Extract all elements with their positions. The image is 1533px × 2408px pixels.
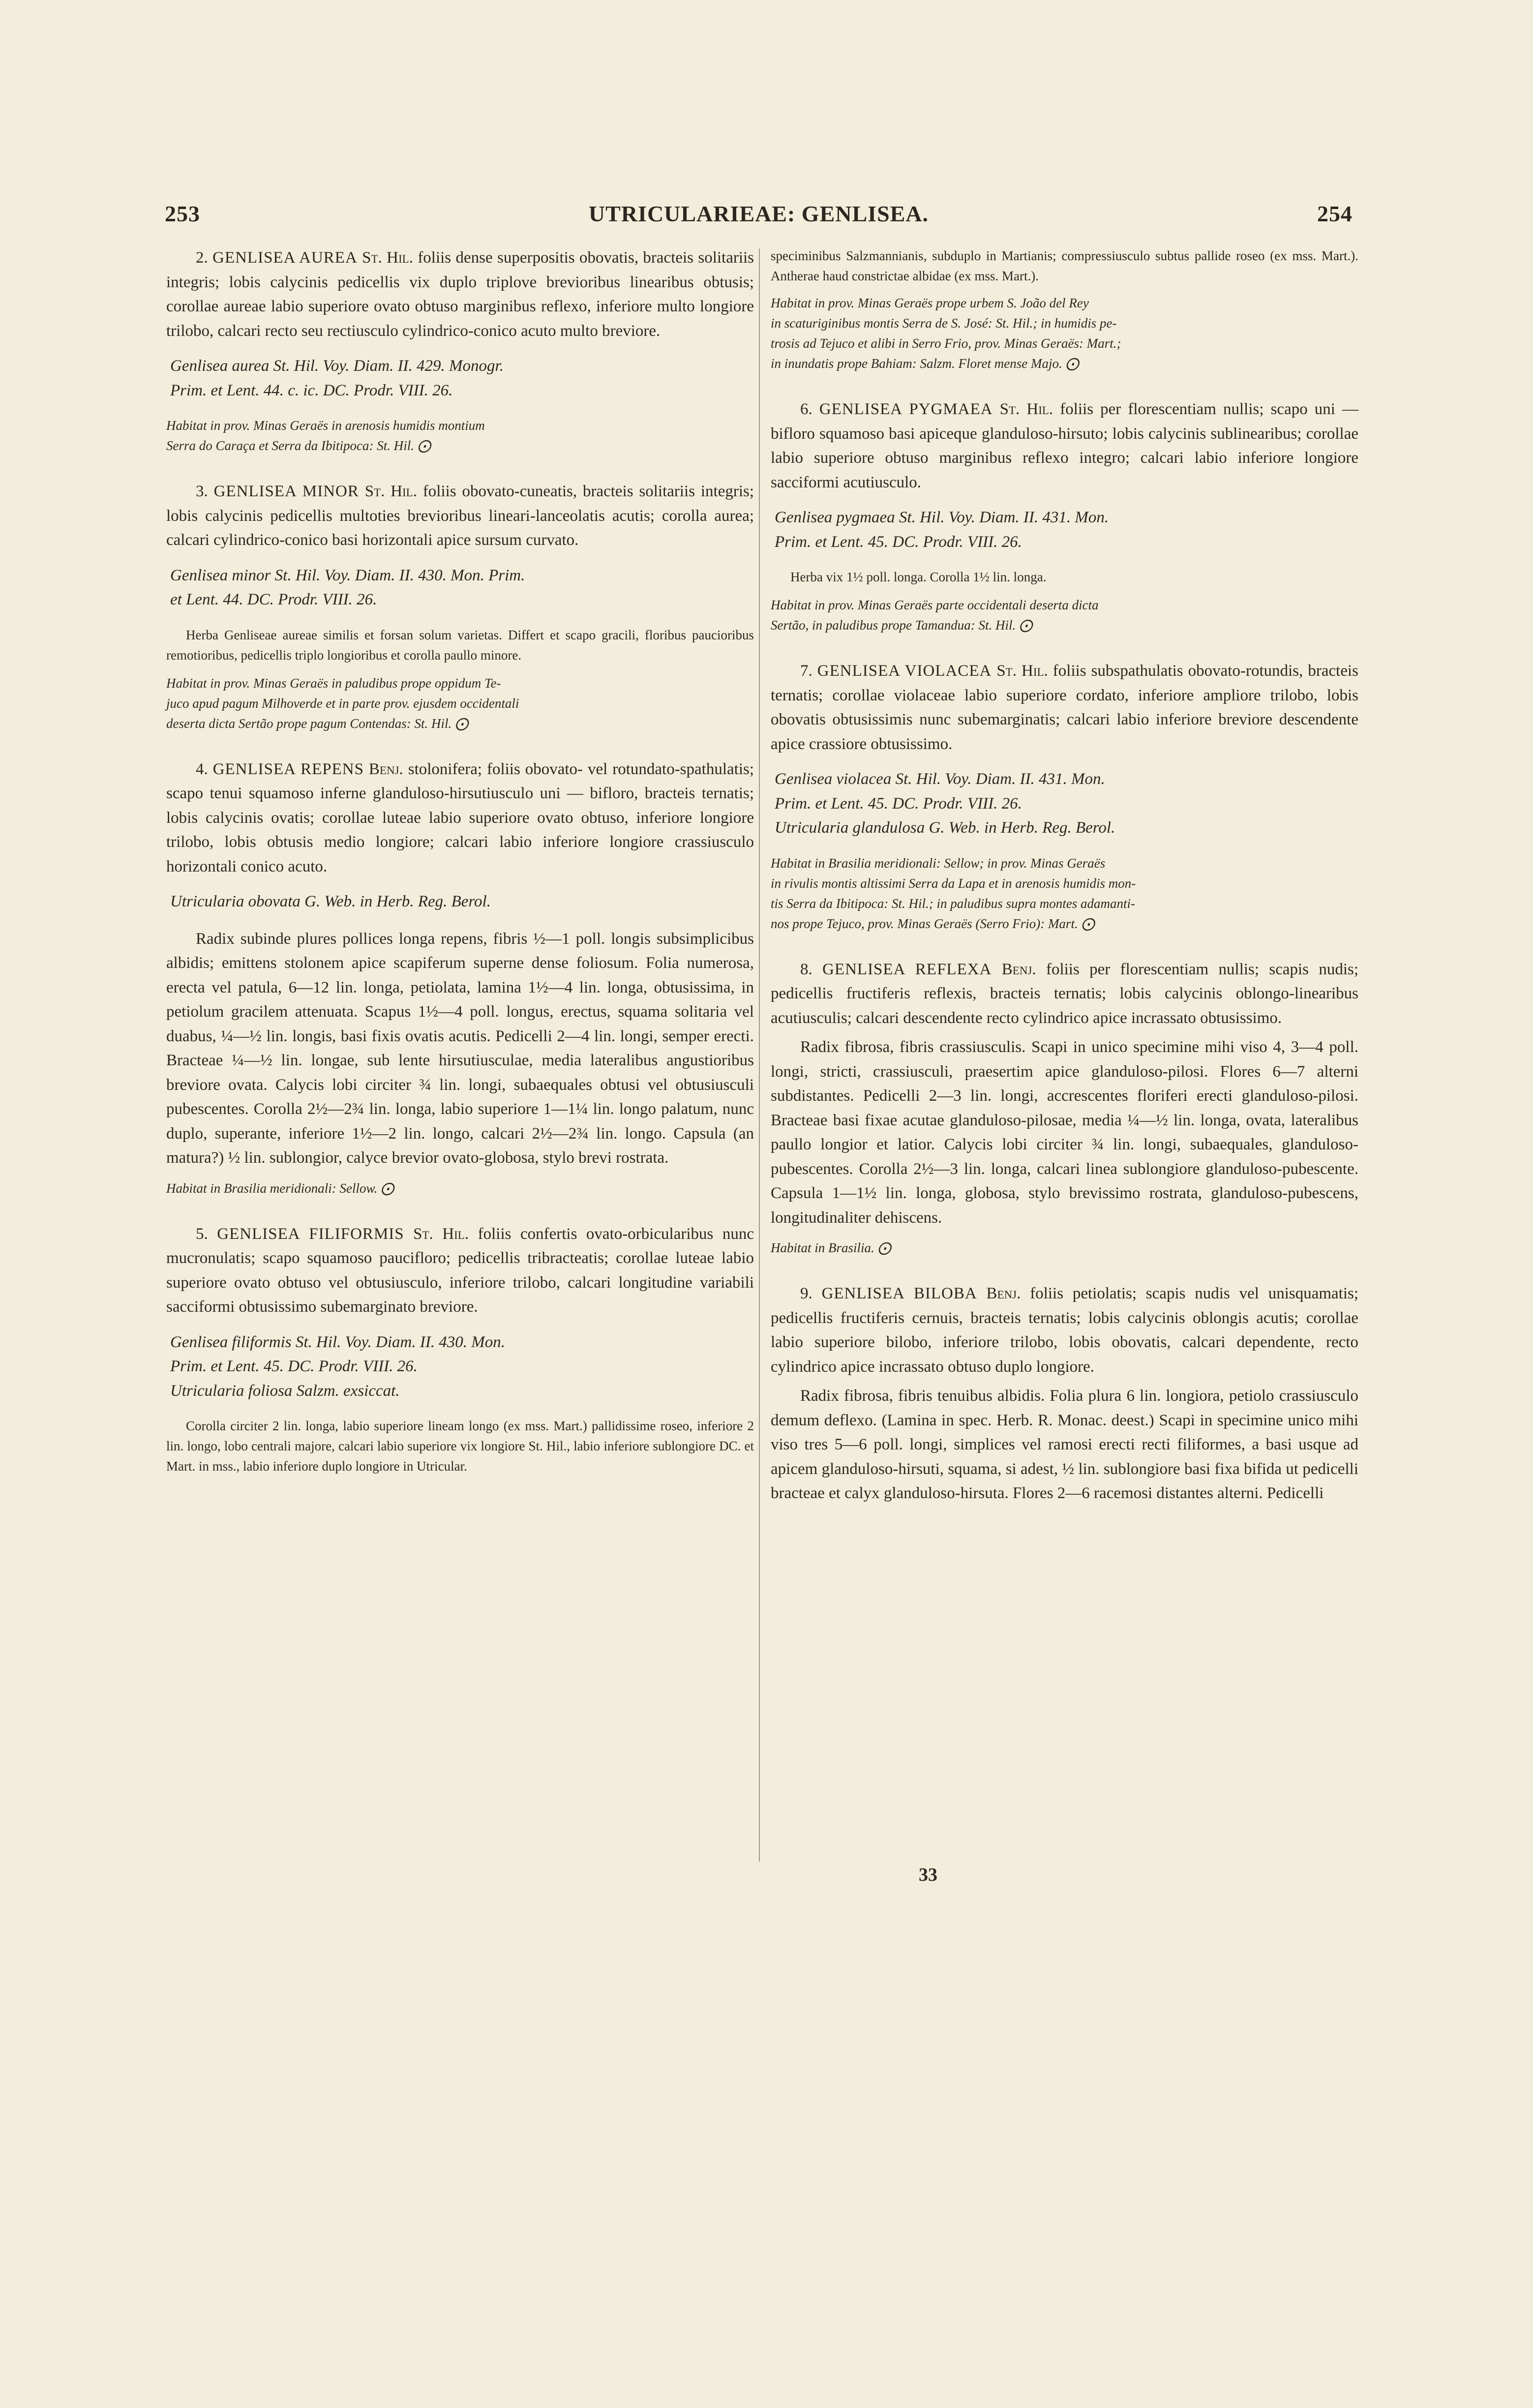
- species-6-diagnosis: [771, 397, 1358, 495]
- species-8-diagnosis: [771, 958, 1358, 1031]
- running-title: UTRICULARIEAE: GENLISEA.: [588, 201, 929, 226]
- habitat-line: tis Serra da Ibitipoca: St. Hil.; in paludibus supra montes adamanti-: [771, 896, 1135, 911]
- species-6-references: [771, 506, 1358, 554]
- habitat-line: Serra do Caraça et Serra da Ibitipoca: St. Hil. ⨀: [166, 438, 431, 453]
- page-number-right: 254: [1317, 201, 1353, 226]
- species-name: GENLISEA REPENS: [212, 760, 364, 778]
- species-5-note: Corolla circiter 2 lin. longa, labio superiore lineam longo (ex mss. Mart.) pallidissime roseo, inferiore 2 lin. longo, lobo centrali majore, calcari labio superiore vix longiore St. Hil., labio inferiore sublongiore DC. et Mart. in mss., labio inferiore duplo longiore in Utricular.: [166, 1418, 754, 1474]
- species-8-description: Radix fibrosa, fibris crassiusculis. Scapi in unico specimine mihi viso 4, 3—4 poll. longi, stricti, crassiusculi, praesertim apice glanduloso-pilosi. Flores 6—7 alterni subdistantes. Pedicelli 2—3 lin. longi, accrescentes floriferi erecti glanduloso-pilosi. Bracteae basi fixae acutae glanduloso-pilosae, media ¼—½ lin. longa, ovata, lateralibus paullo longior et latior. Calycis lobi circiter ¾ lin. longi, subaequales, glanduloso-pubescentes. Corolla 2½—3 lin. longa, calcari linea sublongiore glanduloso-pubescente. Capsula 1—1½ lin. longa, globosa, stylo brevissimo rostrata, glanduloso-pubescens, longitudinaliter dehiscens.: [771, 1038, 1358, 1227]
- reference-line: Prim. et Lent. 44. c. ic. DC. Prodr. VIII. 26.: [170, 381, 453, 399]
- continued-note: speciminibus Salzmannianis, subduplo in Martianis; compressiusculo subtus pallide roseo (ex mss. Mart.). Antherae haud constrictae albidae (ex mss. Mart.).: [771, 248, 1358, 283]
- species-author: St. Hil.: [364, 482, 417, 500]
- species-3-note: Herba Genliseae aureae similis et forsan solum varietas. Differt et scapo gracili, floribus paucioribus remotioribus, pedicellis triplo longioribus et corolla paullo minore.: [166, 627, 754, 662]
- reference-line: et Lent. 44. DC. Prodr. VIII. 26.: [170, 591, 377, 608]
- species-name: GENLISEA FILIFORMIS: [217, 1225, 404, 1243]
- species-author: Benj.: [368, 760, 403, 778]
- species-9-diagnosis: [771, 1282, 1358, 1379]
- habitat-line: in rivulis montis altissimi Serra da Lapa et in arenosis humidis mon-: [771, 875, 1136, 891]
- species-4-diagnosis: [166, 757, 754, 879]
- habitat-line: juco apud pagum Milhoverde et in parte prov. ejusdem occidentali: [166, 695, 519, 711]
- habitat-line: in scaturiginibus montis Serra de S. José: St. Hil.; in humidis pe-: [771, 316, 1117, 331]
- diagnosis-text: foliis per florescentiam nullis; scapis nudis; pedicellis fructiferis reflexis, bracteis ternatis; lobis calycinis oblongo-linearibus acutiusculis; calcari descendente recto cylindrico apice incrassato obtusissimo.: [771, 960, 1359, 1027]
- species-8-habitat: [771, 1238, 1358, 1258]
- habitat-line: in inundatis prope Bahiam: Salzm. Floret mense Majo. ⨀: [771, 356, 1079, 371]
- species-name: GENLISEA VIOLACEA: [817, 662, 992, 680]
- species-number: 2.: [196, 249, 208, 267]
- signature-mark: 33: [919, 1865, 937, 1885]
- reference-line: Prim. et Lent. 45. DC. Prodr. VIII. 26.: [170, 1357, 418, 1375]
- species-name: GENLISEA PYGMAEA: [819, 400, 993, 418]
- species-7-habitat: [771, 853, 1358, 934]
- habitat-line: Habitat in Brasilia. ⨀: [771, 1240, 891, 1255]
- habitat-line: nos prope Tejuco, prov. Minas Geraës (Serro Frio): Mart. ⨀: [771, 916, 1095, 931]
- species-name: GENLISEA BILOBA: [821, 1285, 977, 1302]
- species-2-references: [166, 354, 754, 403]
- species-name: GENLISEA AUREA: [212, 249, 358, 267]
- species-3-habitat: [166, 673, 754, 734]
- species-number: 4.: [196, 760, 208, 778]
- reference-line: Utricularia obovata G. Web. in Herb. Reg. Berol.: [170, 893, 491, 910]
- species-7-diagnosis: [771, 659, 1358, 756]
- species-2-habitat: [166, 416, 754, 456]
- species-number: 7.: [800, 662, 812, 680]
- diagnosis-text: foliis subspathulatis obovato-rotundis, bracteis ternatis; corollae violaceae labio superiore cordato, inferiore ampliore trilobo, lobis obovatis obtusissimis nunc subemarginatis; calcari labio inferiore breviore descendente apice crassiore obtusissimo.: [771, 662, 1358, 753]
- species-number: 8.: [800, 960, 812, 978]
- reference-line: Genlisea pygmaea St. Hil. Voy. Diam. II. 431. Mon.: [775, 509, 1109, 526]
- habitat-line: Habitat in Brasilia meridionali: Sellow. ⨀: [166, 1180, 394, 1196]
- habitat-line: Habitat in Brasilia meridionali: Sellow; in prov. Minas Geraës: [771, 855, 1106, 871]
- species-number: 6.: [800, 400, 812, 418]
- column-divider: [759, 248, 760, 1862]
- habitat-line: deserta dicta Sertão prope pagum Contendas: St. Hil. ⨀: [166, 716, 468, 731]
- species-number: 5.: [196, 1225, 208, 1243]
- species-4-habitat: [166, 1178, 754, 1199]
- diagnosis-text: foliis per florescentiam nullis; scapo uni — bifloro squamoso basi apiceque glanduloso-hirsuto; lobis calycinis sublinearibus; corollae labio superiore obtuso marginibus reflexo integro; calcari labio inferiore longiore sacciformi acutiusculo.: [771, 400, 1359, 491]
- diagnosis-text: foliis confertis ovato-orbicularibus nunc mucronulatis; scapo squamoso paucifloro; pedicellis tribracteatis; corollae luteae labio superiore ovato obtuso vel obtusiusculo, inferiore trilobo, calcari longitudine variabili sacciformi obtusissimo subemarginato breviore.: [166, 1225, 754, 1316]
- habitat-line: Habitat in prov. Minas Geraës prope urbem S. João del Rey: [771, 296, 1089, 310]
- species-number: 3.: [196, 482, 208, 500]
- reference-line: Utricularia foliosa Salzm. exsiccat.: [170, 1382, 400, 1400]
- species-author: St. Hil.: [999, 400, 1053, 418]
- species-5-references: [166, 1330, 754, 1404]
- species-5-diagnosis: [166, 1222, 754, 1320]
- species-author: Benj.: [1001, 960, 1036, 978]
- reference-line: Genlisea aurea St. Hil. Voy. Diam. II. 429. Monogr.: [170, 357, 504, 375]
- habitat-line: Sertão, in paludibus prope Tamandua: St. Hil. ⨀: [771, 618, 1033, 632]
- habitat-line: trosis ad Tejuco et alibi in Serro Frio, prov. Minas Geraës: Mart.;: [771, 336, 1121, 351]
- reference-line: Genlisea violacea St. Hil. Voy. Diam. II. 431. Mon.: [775, 770, 1105, 788]
- diagnosis-text: foliis dense superpositis obovatis, bracteis solitariis integris; lobis calycinis pedicellis vix duplo triplove brevioribus linearibus obtusis; corollae aureae labio superiore ovato obtuso marginibus reflexo, inferiore multo longiore trilobo, calcari recto seu rectiusculo cylindrico-conico acuto multo breviore.: [166, 249, 754, 340]
- species-9-description: Radix fibrosa, fibris tenuibus albidis. Folia plura 6 lin. longiora, petiolo crassiusculo demum deflexo. (Lamina in spec. Herb. R. Monac. deest.) Scapi in specimine unico mihi viso tres 5—6 poll. longi, simplices vel ramosi erecti recti filiformes, a basi usque ad apicem glanduloso-hirsuti, squama, si adest, ½ lin. sublongiore basi fixa bifida ut pedicelli bracteae et calyx glanduloso-hirsuta. Flores 2—6 racemosi distantes alterni. Pedicelli: [771, 1387, 1358, 1502]
- species-3-references: [166, 564, 754, 612]
- species-6-note: Herba vix 1½ poll. longa. Corolla 1½ lin. longa.: [790, 570, 1047, 584]
- habitat-line: Habitat in prov. Minas Geraës in paludibus prope oppidum Te-: [166, 675, 501, 691]
- species-name: GENLISEA MINOR: [213, 482, 359, 500]
- right-column: [771, 246, 1358, 1514]
- species-4-references: [166, 890, 754, 914]
- running-header: [165, 201, 1353, 230]
- species-name: GENLISEA REFLEXA: [822, 960, 992, 978]
- diagnosis-text: stolonifera; foliis obovato- vel rotundato-spathulatis; scapo tenui squamoso inferne glanduloso-hirsutiusculo uni — bifloro, bracteis ternatis; lobis calycinis ovatis; corollae luteae labio superiore ovato obtuso, inferiore longiore trilobo, lobis obtusis medio longiore; calcari labio inferiore longiore crassiusculo horizontali conico acuto.: [166, 760, 754, 875]
- species-author: St. Hil.: [413, 1225, 469, 1243]
- reference-line: Genlisea filiformis St. Hil. Voy. Diam. II. 430. Mon.: [170, 1333, 506, 1351]
- species-4-description: Radix subinde plures pollices longa repens, fibris ½—1 poll. longis subsimplicibus albidis; emittens stolonem apice scapiferum superne dense foliosum. Folia numerosa, erecta vel patula, 6—12 lin. longa, petiolata, lamina 1½—4 lin. longa, obtusissima, in petiolum gracilem attenuata. Scapus 1½—4 poll. longus, erectus, squama solitaria vel duabus, ¼—½ lin. longis, basi fixis ovatis acutis. Pedicelli 2—4 lin. longi, semper erecti. Bracteae ¼—½ lin. longae, sub lente hirsutiusculae, media lateralibus angustioribus breviore ovata. Calycis lobi circiter ¾ lin. longi, subaequales obtusi vel obtusiusculi pubescentes. Corolla 2½—2¾ lin. longa, labio superiore 1—1¼ lin. longo palatum, nunc duplo, superante, inferiore 1½—2 lin. longo, calcari 2½—2¾ lin. longo. Capsula (an matura?) ½ lin. sublongior, calyce brevior ovato-globosa, stylo brevi rostrata.: [166, 930, 754, 1167]
- reference-line: Prim. et Lent. 45. DC. Prodr. VIII. 26.: [775, 533, 1022, 551]
- species-number: 9.: [800, 1285, 812, 1302]
- species-6-habitat: [771, 595, 1358, 635]
- reference-line: Utricularia glandulosa G. Web. in Herb. Reg. Berol.: [775, 819, 1115, 837]
- species-7-references: [771, 767, 1358, 841]
- left-column: [166, 246, 754, 1484]
- species-3-diagnosis: [166, 480, 754, 553]
- species-2-diagnosis: [166, 246, 754, 343]
- reference-line: Genlisea minor St. Hil. Voy. Diam. II. 430. Mon. Prim.: [170, 566, 525, 584]
- diagnosis-text: foliis obovato-cuneatis, bracteis solitariis integris; lobis calycinis pedicellis multoties brevioribus lineari-lanceolatis acutis; corolla aurea; calcari cylindrico-conico basi horizontali apice sursum curvato.: [166, 482, 754, 549]
- habitat-line: Habitat in prov. Minas Geraës parte occidentali deserta dicta: [771, 598, 1099, 612]
- species-author: St. Hil.: [362, 249, 413, 267]
- species-author: Benj.: [986, 1285, 1021, 1302]
- species-5-habitat: [771, 293, 1358, 374]
- species-author: St. Hil.: [996, 662, 1048, 680]
- page-number-left: 253: [165, 201, 200, 226]
- diagnosis-text: foliis petiolatis; scapis nudis vel unisquamatis; pedicellis fructiferis cernuis, bracteis ternatis; lobis calycinis oblongis acutis; corollae labio superiore bilobo, inferiore trilobo, lobis obovatis, calcari dependente, recto cylindrico apice incrassato obtuso duplo longiore.: [771, 1285, 1359, 1376]
- habitat-line: Habitat in prov. Minas Geraës in arenosis humidis montium: [166, 418, 485, 433]
- reference-line: Prim. et Lent. 45. DC. Prodr. VIII. 26.: [775, 794, 1022, 813]
